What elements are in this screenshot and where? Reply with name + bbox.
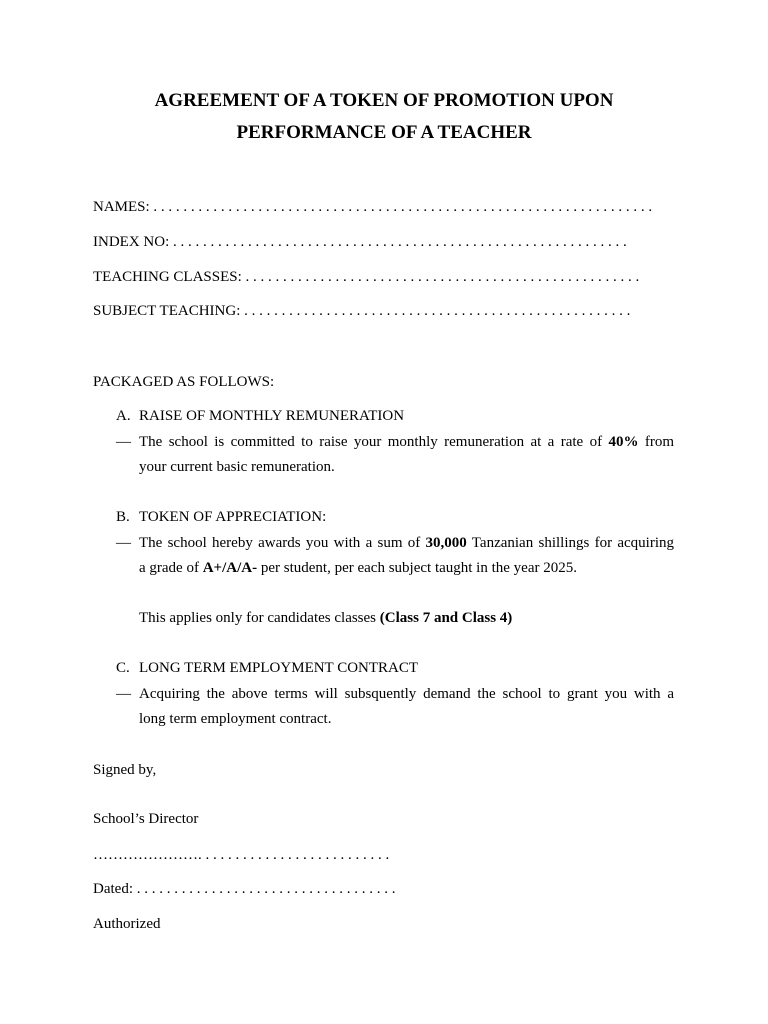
- section-c-line-2: long term employment contract.: [139, 711, 332, 727]
- section-b-title: TOKEN OF APPRECIATION:: [139, 509, 327, 525]
- section-a-letter: A.: [116, 408, 131, 424]
- signed-by-label: Signed by,: [93, 762, 157, 778]
- document-title-line-2: PERFORMANCE OF A TEACHER: [236, 122, 532, 143]
- section-b-dash: —: [116, 535, 131, 551]
- raise-rate: 40%: [608, 434, 639, 450]
- section-b-heading: [116, 509, 326, 526]
- section-a-line-2: your current basic remuneration.: [139, 459, 335, 475]
- section-b-line-1: The school hereby awards you with a sum of 30,000 Tanzanian shillings for acquiring: [139, 535, 675, 551]
- section-c-title: LONG TERM EMPLOYMENT CONTRACT: [139, 660, 419, 676]
- subject-teaching-field: SUBJECT TEACHING: . . . . . . . . . . . . . . . . . . . . . . . . . . . . . . . . . . . . . . . . . . . . . . . . . . . .: [93, 303, 631, 319]
- section-b-line-2: a grade of A+/A/A- per student, per each subject taught in the year 2025.: [139, 560, 577, 576]
- section-c-dash: —: [116, 686, 131, 702]
- authorized-label: Authorized: [93, 916, 161, 932]
- section-c-line-1: Acquiring the above terms will subsquently demand the school to grant you with a: [139, 686, 674, 702]
- grade-range: A+/A/A-: [202, 560, 258, 576]
- section-c-heading: [116, 660, 418, 677]
- section-a-dash: —: [116, 434, 131, 450]
- section-a-title: RAISE OF MONTHLY REMUNERATION: [139, 408, 405, 424]
- director-label: School’s Director: [93, 811, 199, 827]
- dated-field: Dated: . . . . . . . . . . . . . . . . . . . . . . . . . . . . . . . . . . .: [93, 881, 396, 897]
- names-field: NAMES: . . . . . . . . . . . . . . . . . . . . . . . . . . . . . . . . . . . . . . . . . . . . . . . . . . . . . . . . . . . . . . . . . . .: [93, 199, 653, 215]
- section-a-line-1: The school is committed to raise your monthly remuneration at a rate of 40% from: [139, 434, 674, 450]
- teaching-classes-field: TEACHING CLASSES: . . . . . . . . . . . . . . . . . . . . . . . . . . . . . . . . . . . . . . . . . . . . . . . . . . . . .: [93, 269, 640, 285]
- candidate-classes: (Class 7 and Class 4): [379, 610, 513, 626]
- document-title-line-1: AGREEMENT OF A TOKEN OF PROMOTION UPON: [154, 90, 614, 111]
- section-b-letter: B.: [116, 509, 130, 525]
- section-c-letter: C.: [116, 660, 130, 676]
- signature-line: …………………. . . . . . . . . . . . . . . . . . . . . . . . . .: [93, 847, 390, 863]
- award-amount: 30,000: [425, 535, 467, 551]
- index-no-field: INDEX NO: . . . . . . . . . . . . . . . . . . . . . . . . . . . . . . . . . . . . . . . . . . . . . . . . . . . . . . . . . . . . .: [93, 234, 627, 250]
- section-a-heading: [116, 408, 404, 425]
- section-b-note: This applies only for candidates classes (Class 7 and Class 4): [139, 610, 513, 626]
- packaged-heading: PACKAGED AS FOLLOWS:: [93, 374, 275, 390]
